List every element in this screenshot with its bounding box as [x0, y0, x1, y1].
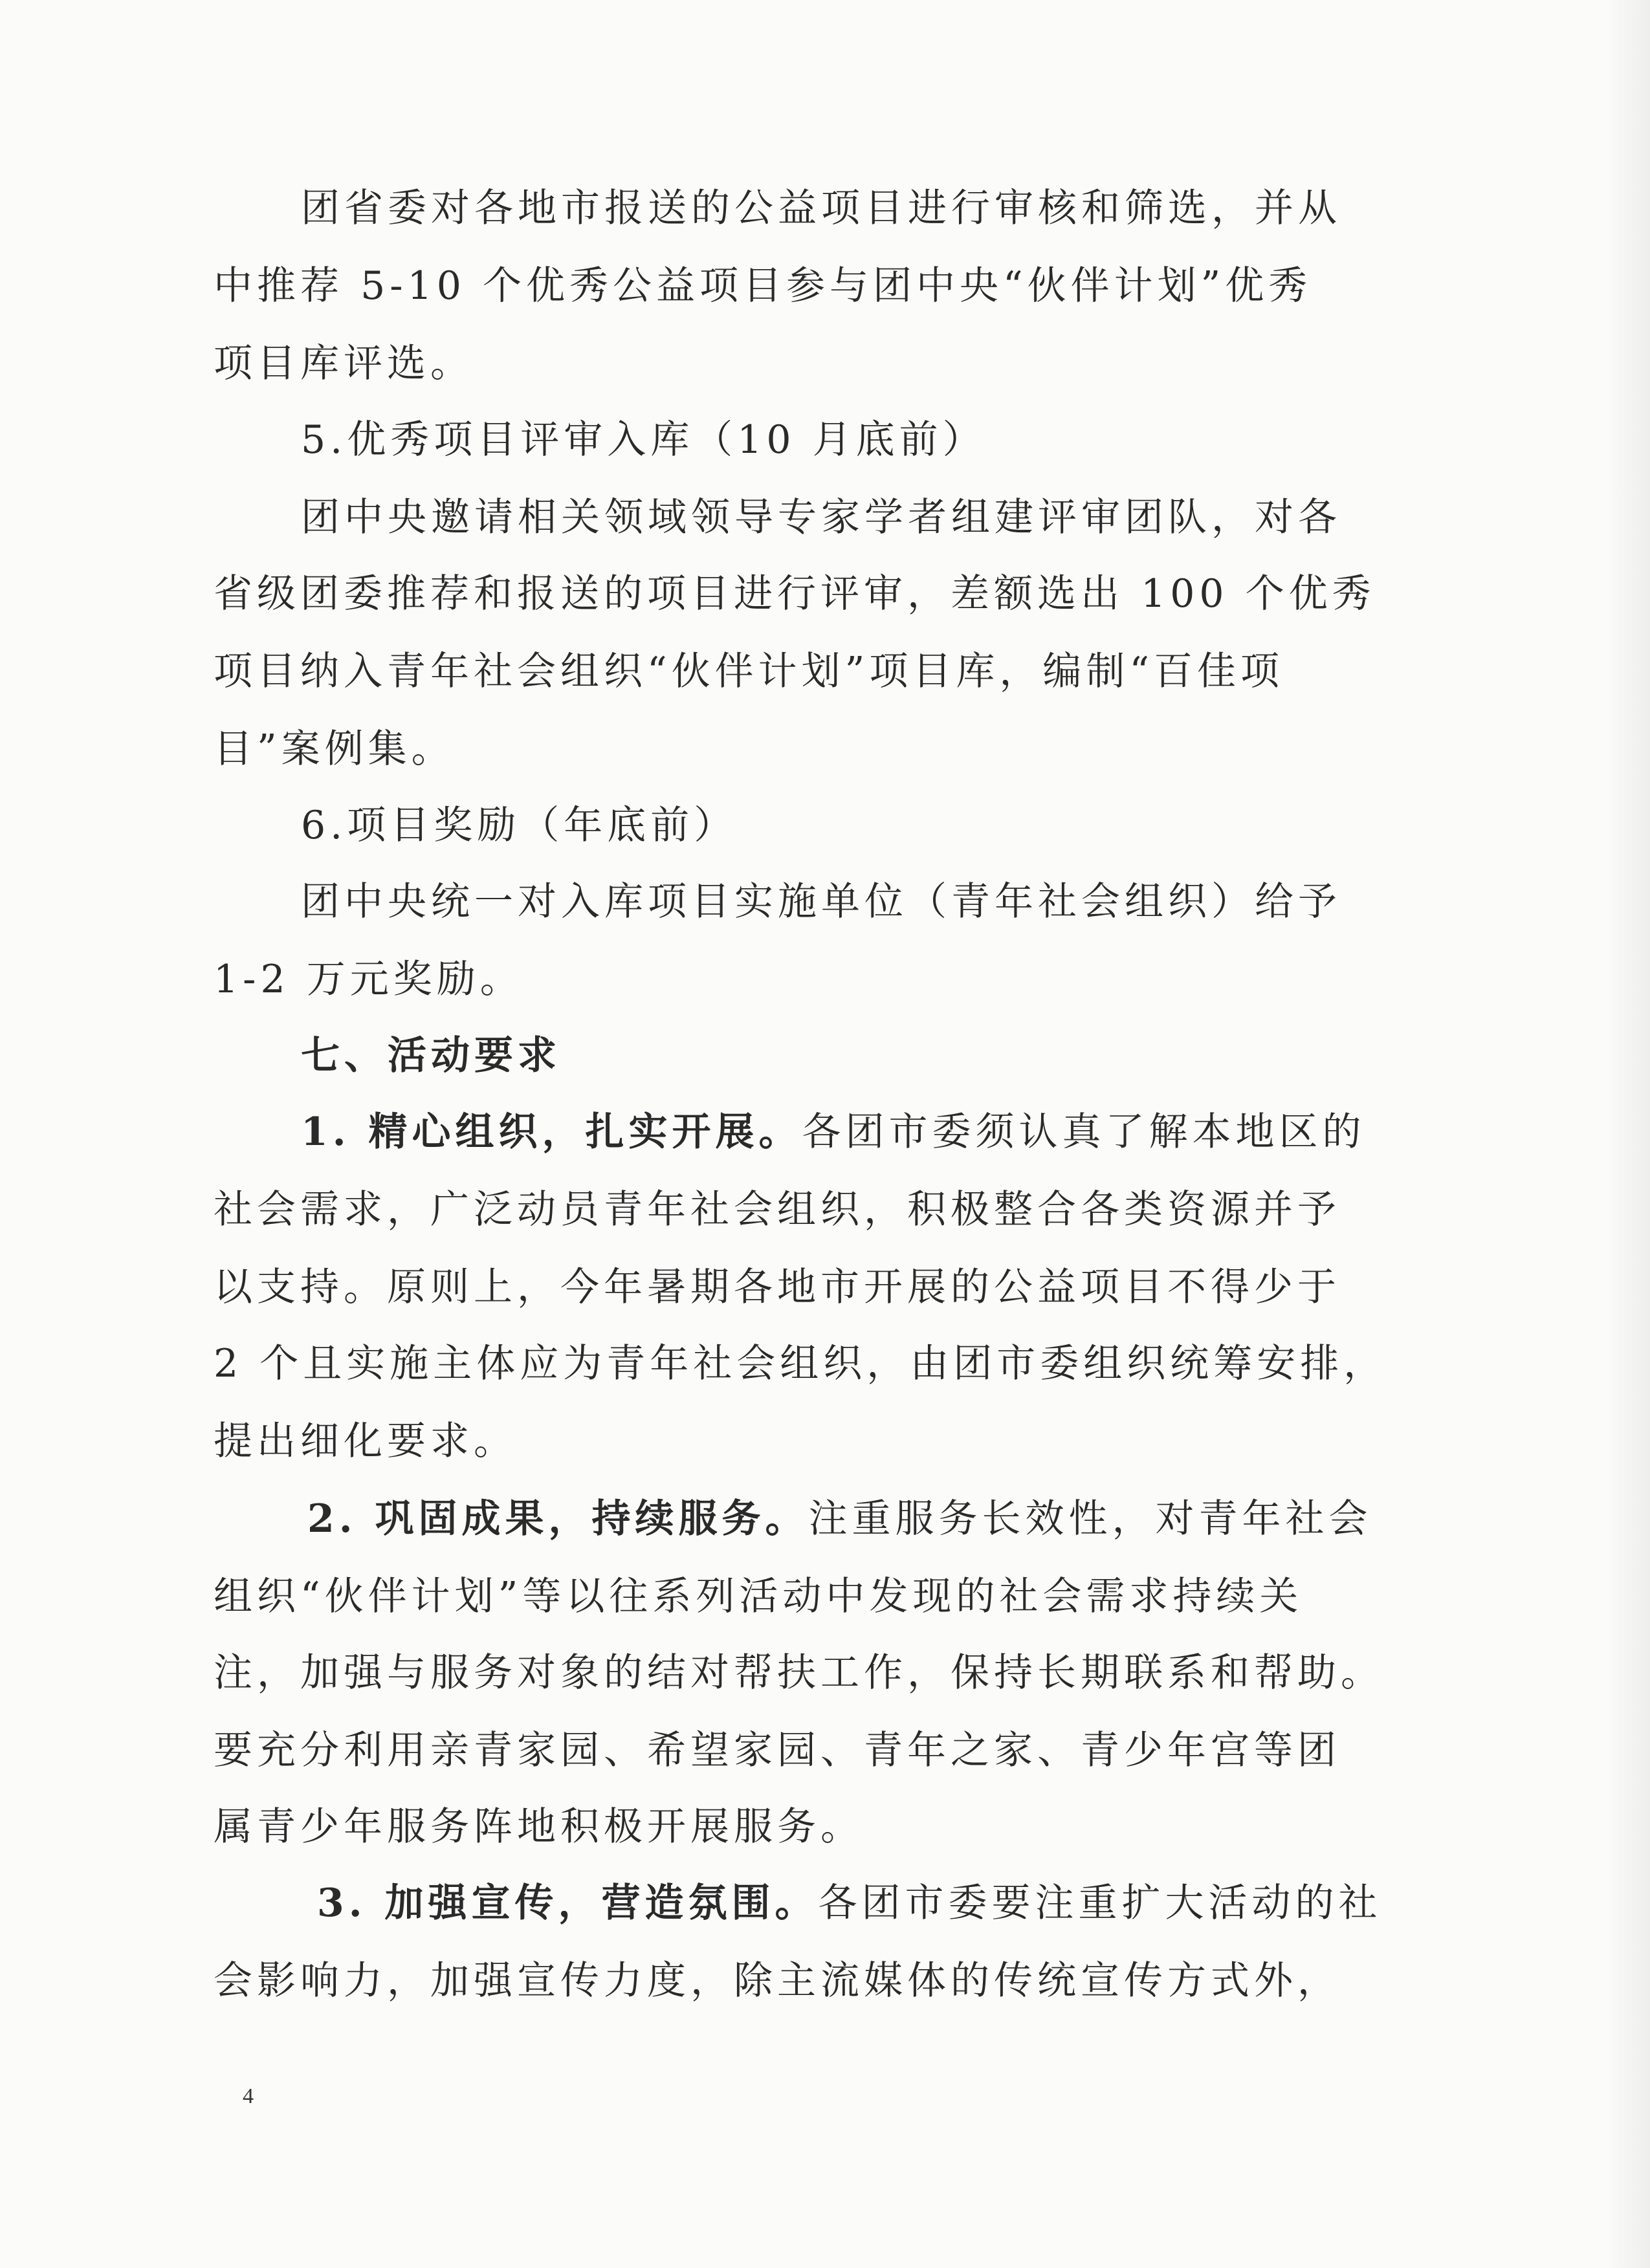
text-line: 注，加强与服务对象的结对帮扶工作，保持长期联系和帮助。 — [214, 1650, 1384, 1696]
text-line: 省级团委推荐和报送的项目进行评审，差额选出 100 个优秀 — [214, 571, 1376, 616]
text-line: 目”案例集。 — [214, 726, 455, 772]
text-line: 要充分利用亲青家园、希望家园、青年之家、青少年宫等团 — [214, 1728, 1341, 1773]
text-line: 1-2 万元奖励。 — [214, 957, 523, 1002]
text-line: 2 个且实施主体应为青年社会组织，由团市委组织统筹安排， — [214, 1341, 1387, 1386]
requirement-item-3 — [317, 1877, 1475, 1929]
text-line: 项目库评选。 — [214, 341, 474, 386]
text-line: 团中央邀请相关领域领导专家学者组建评审团队，对各 — [301, 495, 1341, 540]
requirement-lead: 3. 加强宣传，营造氛围。 — [317, 1881, 819, 1926]
text-line: 以支持。原则上，今年暑期各地市开展的公益项目不得少于 — [214, 1265, 1341, 1310]
requirement-lead: 2. 巩固成果，持续服务。 — [307, 1496, 809, 1542]
text-line: 属青少年服务阵地积极开展服务。 — [214, 1804, 864, 1849]
text-line: 团省委对各地市报送的公益项目进行审核和筛选，并从 — [301, 186, 1341, 231]
text-line: 中推荐 5-10 个优秀公益项目参与团中央“伙伴计划”优秀 — [214, 263, 1312, 309]
page-number: 4 — [243, 2084, 254, 2108]
requirement-text: 注重服务长效性，对青年社会 — [808, 1496, 1372, 1542]
requirement-item-2 — [307, 1493, 1466, 1545]
section-heading: 七、活动要求 — [301, 1033, 561, 1078]
requirement-text: 各团市委要注重扩大活动的社 — [818, 1881, 1382, 1926]
section-subheading: 6.项目奖励（年底前） — [301, 803, 738, 848]
text-line: 会影响力，加强宣传力度，除主流媒体的传统宣传方式外， — [214, 1958, 1341, 2003]
text-line: 项目纳入青年社会组织“伙伴计划”项目库，编制“百佳项 — [214, 649, 1284, 694]
requirement-item-1 — [301, 1106, 1459, 1158]
section-subheading: 5.优秀项目评审入库（10 月底前） — [301, 417, 986, 463]
text-line: 组织“伙伴计划”等以往系列活动中发现的社会需求持续关 — [214, 1574, 1303, 1619]
text-line: 社会需求，广泛动员青年社会组织，积极整合各类资源并予 — [214, 1187, 1341, 1232]
text-line: 提出细化要求。 — [214, 1419, 517, 1464]
requirement-text: 各团市委须认真了解本地区的 — [802, 1109, 1366, 1155]
text-line: 团中央统一对入库项目实施单位（青年社会组织）给予 — [301, 879, 1341, 924]
requirement-lead: 1. 精心组织，扎实开展。 — [301, 1109, 802, 1155]
